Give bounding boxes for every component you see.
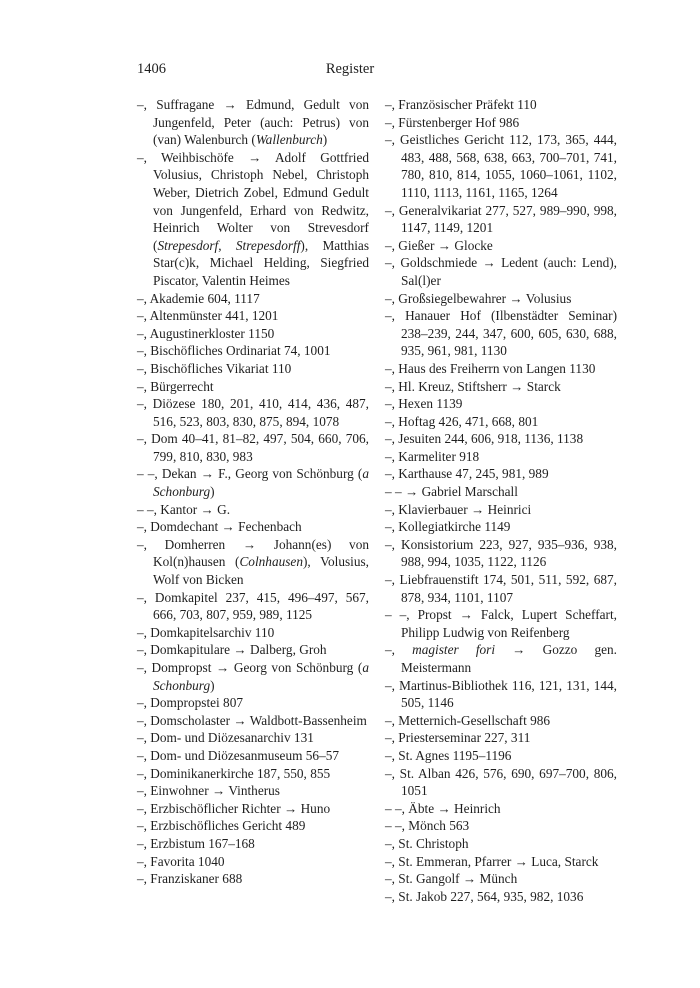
index-entry: –, Hanauer Hof (Ilbenstädter Seminar) 238–239, 244, 347, 600, 605, 630, 688, 935, 961, 981, 1130 — [385, 308, 617, 359]
index-entry: –, Einwohner → Vintherus — [137, 783, 280, 799]
index-entry: –, Dom- und Diözesanmuseum 56–57 — [137, 747, 340, 763]
index-entry: –, Domkapitel 237, 415, 496–497, 567, 666, 703, 807, 959, 989, 1125 — [137, 589, 369, 623]
index-entry: – –, Äbte → Heinrich — [385, 800, 501, 816]
index-entry: –, Dompropst → Georg von Schönburg (a Schonburg) — [137, 660, 369, 693]
page-number: 1406 — [137, 61, 166, 77]
index-entry: –, Martinus-Bibliothek 116, 121, 131, 144, 505, 1146 — [385, 677, 617, 711]
running-head: Register — [325, 61, 375, 77]
index-entry: –, Hl. Kreuz, Stiftsherr → Starck — [385, 378, 561, 394]
index-entry: –, St. Christoph — [385, 835, 469, 851]
index-entry: –, magister fori → Gozzo gen. Meistermann — [385, 642, 618, 675]
page-header — [0, 61, 700, 83]
index-entry: –, Altenmünster 441, 1201 — [137, 308, 279, 324]
index-entry: –, Karthause 47, 245, 981, 989 — [385, 466, 549, 482]
index-entry: –, Dominikanerkirche 187, 550, 855 — [137, 765, 331, 781]
index-entry: –, St. Agnes 1195–1196 — [385, 747, 512, 763]
index-entry: –, Bischöfliches Ordinariat 74, 1001 — [137, 343, 331, 359]
index-entry: –, Akademie 604, 1117 — [137, 290, 260, 306]
index-entry: –, Domkapitelsarchiv 110 — [137, 624, 275, 640]
index-entry: – –, Kantor → G. — [137, 501, 231, 517]
index-entry: –, Metternich-Gesellschaft 986 — [385, 712, 551, 728]
index-entry: –, Hexen 1139 — [385, 396, 463, 412]
index-entry: –, Konsistorium 223, 927, 935–936, 938, 988, 994, 1035, 1122, 1126 — [385, 536, 617, 570]
index-entry: –, St. Alban 426, 576, 690, 697–700, 806, 1051 — [385, 765, 617, 799]
index-entry: –, Goldschmiede → Ledent (auch: Lend), Sal(l)er — [385, 255, 617, 288]
index-entry: – –, Mönch 563 — [385, 818, 470, 834]
index-entry: –, Hoftag 426, 471, 668, 801 — [385, 413, 539, 429]
index-entry: –, Domscholaster → Waldbott-Bassenheim — [137, 712, 367, 728]
index-entry: –, Weihbischöfe → Adolf Gottfried Volusius, Christoph Nebel, Christoph Weber, Dietrich Zobel, Edmund Gedult von Jungenfeld, Erhard von Redwitz, Heinrich Wolter von Strevesdorf (Strepesdorf, Strepesdorff), Matthias Star(c)k, Michael Helding, Siegfried Piscator, Valentin Heimes — [137, 149, 369, 288]
index-entry: –, St. Gangolf → Münch — [385, 871, 518, 887]
index-entry: –, Dompropstei 807 — [137, 695, 243, 711]
index-entry: –, Augustinerkloster 1150 — [137, 325, 275, 341]
index-entry: –, Generalvikariat 277, 527, 989–990, 998, 1147, 1149, 1201 — [385, 202, 617, 236]
index-entry: –, Karmeliter 918 — [385, 448, 480, 464]
index-entry: –, Französischer Präfekt 110 — [385, 97, 537, 112]
index-entry: –, Geistliches Gericht 112, 173, 365, 444, 483, 488, 568, 638, 663, 700–701, 741, 780, 810, 814, 1055, 1060–1061, 1102, 1110, 1113, 1161, 1165, 1264 — [385, 132, 617, 200]
index-entry: –, Domdechant → Fechenbach — [137, 519, 302, 535]
index-entry: –, Suffragane → Edmund, Gedult von Jungenfeld, Peter (auch: Petrus) von (van) Walenburch (Wallenburch) — [137, 97, 369, 148]
index-entry: –, Franziskaner 688 — [137, 871, 243, 887]
index-entry: –, Priesterseminar 227, 311 — [385, 730, 531, 746]
index-entry: –, Haus des Freiherrn von Langen 1130 — [385, 360, 596, 376]
index-entry: –, Dom 40–41, 81–82, 497, 504, 660, 706, 799, 810, 830, 983 — [137, 431, 369, 464]
index-entry: –, Klavierbauer → Heinrici — [385, 501, 532, 517]
index-entry: –, St. Emmeran, Pfarrer → Luca, Starck — [385, 853, 599, 869]
index-entry: –, Erzbistum 167–168 — [137, 835, 255, 851]
index-entry: –, St. Jakob 227, 564, 935, 982, 1036 — [385, 888, 584, 904]
index-column-left — [137, 96, 369, 888]
index-entry: –, Dom- und Diözesanarchiv 131 — [137, 730, 314, 746]
index-entry: –, Liebfrauenstift 174, 501, 511, 592, 687, 878, 934, 1101, 1107 — [385, 572, 617, 605]
index-entry: –, Bürgerrecht — [137, 378, 214, 394]
index-entry: –, Favorita 1040 — [137, 853, 225, 869]
index-entry: –, Diözese 180, 201, 410, 414, 436, 487, 516, 523, 803, 830, 875, 894, 1078 — [137, 396, 369, 429]
index-entry: –, Domkapitulare → Dalberg, Groh — [137, 642, 327, 658]
index-entry: – –, Dekan → F., Georg von Schönburg (a Schonburg) — [137, 466, 369, 500]
index-entry: –, Erzbischöflicher Richter → Huno — [137, 800, 331, 816]
index-entry: –, Gießer → Glocke — [385, 237, 493, 253]
index-entry: –, Kollegiatkirche 1149 — [385, 519, 511, 535]
index-entry: –, Fürstenberger Hof 986 — [385, 114, 520, 130]
index-entry: –, Erzbischöfliches Gericht 489 — [137, 818, 306, 834]
index-entry: – – → Gabriel Marschall — [385, 484, 518, 500]
index-entry: – –, Propst → Falck, Lupert Scheffart, Philipp Ludwig von Reifenberg — [385, 607, 617, 640]
index-entry: –, Jesuiten 244, 606, 918, 1136, 1138 — [385, 431, 584, 447]
index-column-right — [385, 96, 617, 905]
index-entry: –, Großsiegelbewahrer → Volusius — [385, 290, 572, 306]
index-entry: –, Bischöfliches Vikariat 110 — [137, 360, 292, 376]
index-entry: –, Domherren → Johann(es) von Kol(n)hausen (Colnhausen), Volusius, Wolf von Bicken — [137, 536, 369, 588]
